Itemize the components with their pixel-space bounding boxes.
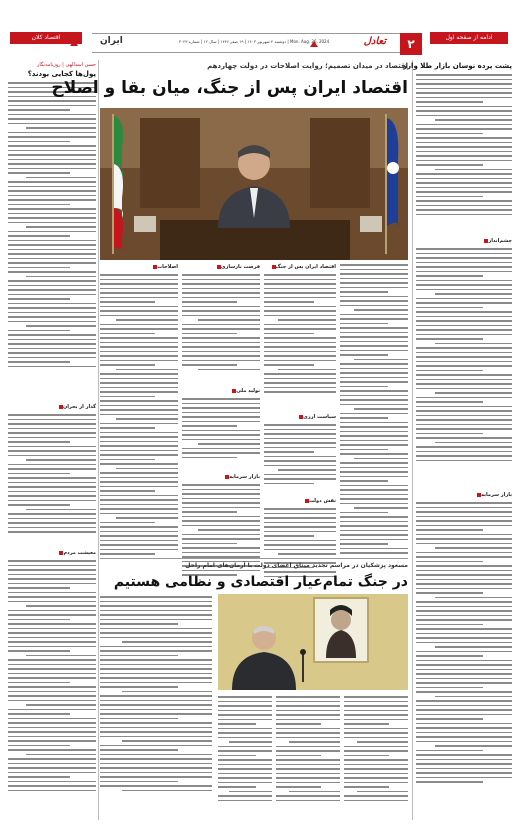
header-triangle-icon bbox=[310, 41, 318, 47]
right-section-tag: ادامه از صفحه اول bbox=[430, 32, 508, 44]
main-text-col-2b bbox=[264, 424, 336, 494]
subhead-s1: اقتصاد ایران پس از جنگ bbox=[264, 264, 336, 270]
right-subhead-1: چشم‌انداز bbox=[416, 238, 512, 244]
right-column-text-1 bbox=[416, 74, 512, 234]
right-column-text-2 bbox=[416, 248, 512, 488]
second-text-col-4 bbox=[100, 596, 212, 820]
second-text-col-1 bbox=[344, 696, 408, 820]
official-portrait-photo bbox=[100, 108, 408, 260]
left-section-tag: اقتصاد کلان bbox=[10, 32, 82, 44]
speaker-photo bbox=[218, 594, 408, 690]
left-column-headline: پول‌ها کجایی بودند؟ bbox=[27, 70, 96, 78]
subhead-s5: سیاست ارزی bbox=[264, 414, 336, 420]
subhead-s4: اصلاحات bbox=[100, 264, 178, 270]
second-photo bbox=[218, 594, 408, 690]
newspaper-logo: تعادل bbox=[363, 36, 386, 47]
main-text-col-1 bbox=[340, 264, 408, 590]
subhead-s3: فرصت بازسازی bbox=[182, 264, 260, 270]
right-column bbox=[403, 60, 512, 820]
left-column-text-3 bbox=[8, 560, 96, 820]
left-triangle-icon bbox=[70, 40, 78, 46]
header-bar bbox=[92, 33, 422, 53]
right-subhead-2: بازار سرمایه bbox=[416, 492, 512, 498]
right-column-text-3 bbox=[416, 502, 512, 820]
left-subhead-1: گذار از بحران bbox=[8, 404, 96, 410]
second-headline: در جنگ تمام‌عیار اقتصادی و نظامی هستیم bbox=[113, 574, 408, 590]
section-name: ایران bbox=[100, 36, 123, 46]
page-header bbox=[0, 0, 518, 58]
second-text-col-3 bbox=[218, 696, 272, 820]
subhead-s6: نقش دولت bbox=[264, 498, 336, 504]
right-column-headline: پشت پرده نوسان بازار طلا وارز bbox=[403, 62, 512, 70]
left-column bbox=[8, 60, 96, 820]
main-photo bbox=[100, 108, 408, 260]
subhead-s7: تولید ملی bbox=[182, 388, 260, 394]
subhead-s8: بازار سرمایه bbox=[182, 474, 260, 480]
story-separator bbox=[100, 558, 408, 559]
main-text-col-3a bbox=[182, 274, 260, 384]
main-text-col-2a bbox=[264, 274, 336, 410]
second-text-col-2 bbox=[276, 696, 340, 820]
left-column-byline: حسن اسدالهی | روزنامه‌نگار bbox=[36, 62, 96, 68]
left-subhead-2: معیشت مردم bbox=[8, 550, 96, 556]
left-column-text-2 bbox=[8, 414, 96, 546]
left-column-text bbox=[8, 82, 96, 402]
second-kicker: مسعود پزشکیان در مراسم تجدید میثاق اعضای دولت با آرمان‌های امام راحل bbox=[185, 562, 408, 569]
date-line: دوشنبه ۴ شهریور ۱۴۰۳ | ۱۹ صفر ۱۴۴۶ | سال ۱۲ | شماره ۳۰۲۳ | Mon. Aug. 26, 2024 bbox=[178, 39, 330, 44]
main-kicker: اقتصاد در میدان تصمیم؛ روایت اصلاحات در دولت چهاردهم bbox=[207, 62, 408, 70]
main-headline: اقتصاد ایران پس از جنگ، میان بقا و اصلاح bbox=[51, 78, 408, 98]
main-text-col-4 bbox=[100, 274, 178, 590]
page-number: ۲ bbox=[400, 33, 422, 55]
column-divider bbox=[412, 60, 413, 820]
main-text-col-3b bbox=[182, 398, 260, 470]
column-divider bbox=[98, 60, 99, 820]
